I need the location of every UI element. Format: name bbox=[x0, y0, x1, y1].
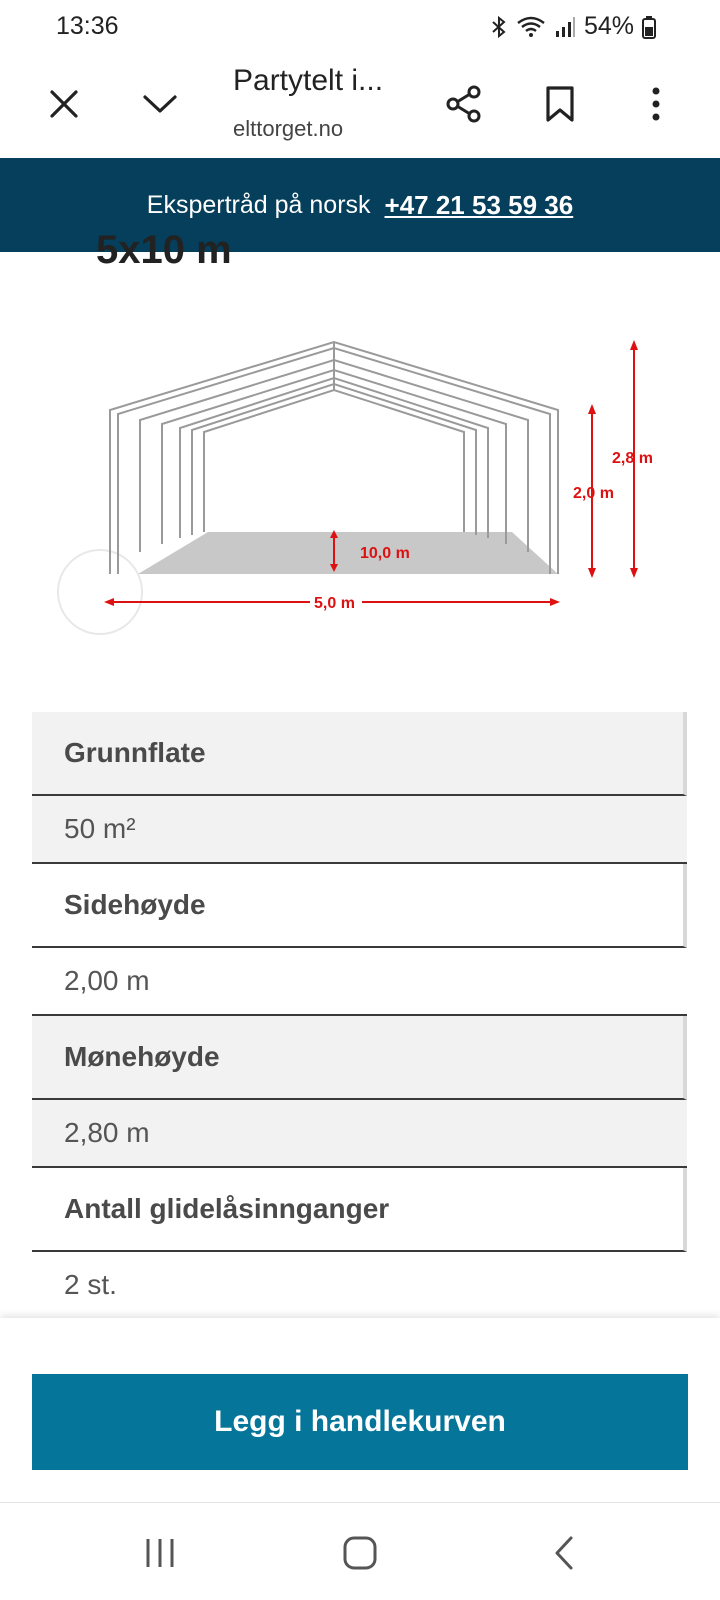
cta-area bbox=[0, 1318, 720, 1502]
tent-size-heading: 5x10 m bbox=[96, 228, 232, 272]
more-vertical-icon[interactable] bbox=[632, 80, 680, 128]
spec-label-grunnflate: Grunnflate bbox=[32, 712, 687, 796]
ridge-height-label: 2,8 m bbox=[612, 450, 653, 467]
page-title[interactable]: Partytelt i... bbox=[233, 64, 384, 97]
signal-icon bbox=[554, 15, 576, 39]
width-label: 5,0 m bbox=[314, 595, 355, 612]
status-bar bbox=[0, 0, 720, 52]
spec-label-glidelas: Antall glidelåsinnganger bbox=[32, 1168, 687, 1252]
battery-percent: 54% bbox=[583, 12, 634, 40]
phone-link[interactable]: +47 21 53 59 36 bbox=[384, 189, 574, 220]
share-icon[interactable] bbox=[440, 80, 488, 128]
home-icon[interactable] bbox=[330, 1531, 390, 1575]
spec-label-sidehoyde: Sidehøyde bbox=[32, 864, 687, 948]
spec-table bbox=[32, 712, 687, 1360]
system-nav-bar bbox=[0, 1502, 720, 1600]
bookmark-icon[interactable] bbox=[536, 80, 584, 128]
close-icon[interactable] bbox=[40, 80, 88, 128]
spec-value-grunnflate: 50 m² bbox=[32, 796, 687, 864]
spec-label-monehoyde: Mønehøyde bbox=[32, 1016, 687, 1100]
browser-toolbar bbox=[0, 52, 720, 158]
recent-apps-icon[interactable] bbox=[130, 1531, 190, 1575]
wifi-icon bbox=[516, 15, 546, 39]
back-icon[interactable] bbox=[534, 1531, 594, 1575]
tent-diagram bbox=[0, 228, 720, 692]
add-to-cart-button[interactable]: Legg i handlekurven bbox=[32, 1374, 688, 1470]
tent-drawing bbox=[0, 252, 720, 692]
status-icons bbox=[490, 12, 656, 41]
length-label: 10,0 m bbox=[360, 545, 410, 562]
expert-advice-text: Ekspertråd på norsk bbox=[146, 190, 371, 219]
chevron-down-icon[interactable] bbox=[136, 80, 184, 128]
page-url[interactable]: elttorget.no bbox=[233, 116, 344, 141]
bluetooth-icon bbox=[490, 15, 508, 39]
battery-icon bbox=[642, 15, 656, 39]
spec-value-monehoyde: 2,80 m bbox=[32, 1100, 687, 1168]
side-height-label: 2,0 m bbox=[573, 485, 614, 502]
status-time: 13:36 bbox=[56, 12, 119, 40]
spec-value-glidelas: 2 st. bbox=[32, 1252, 687, 1320]
spec-value-sidehoyde: 2,00 m bbox=[32, 948, 687, 1016]
